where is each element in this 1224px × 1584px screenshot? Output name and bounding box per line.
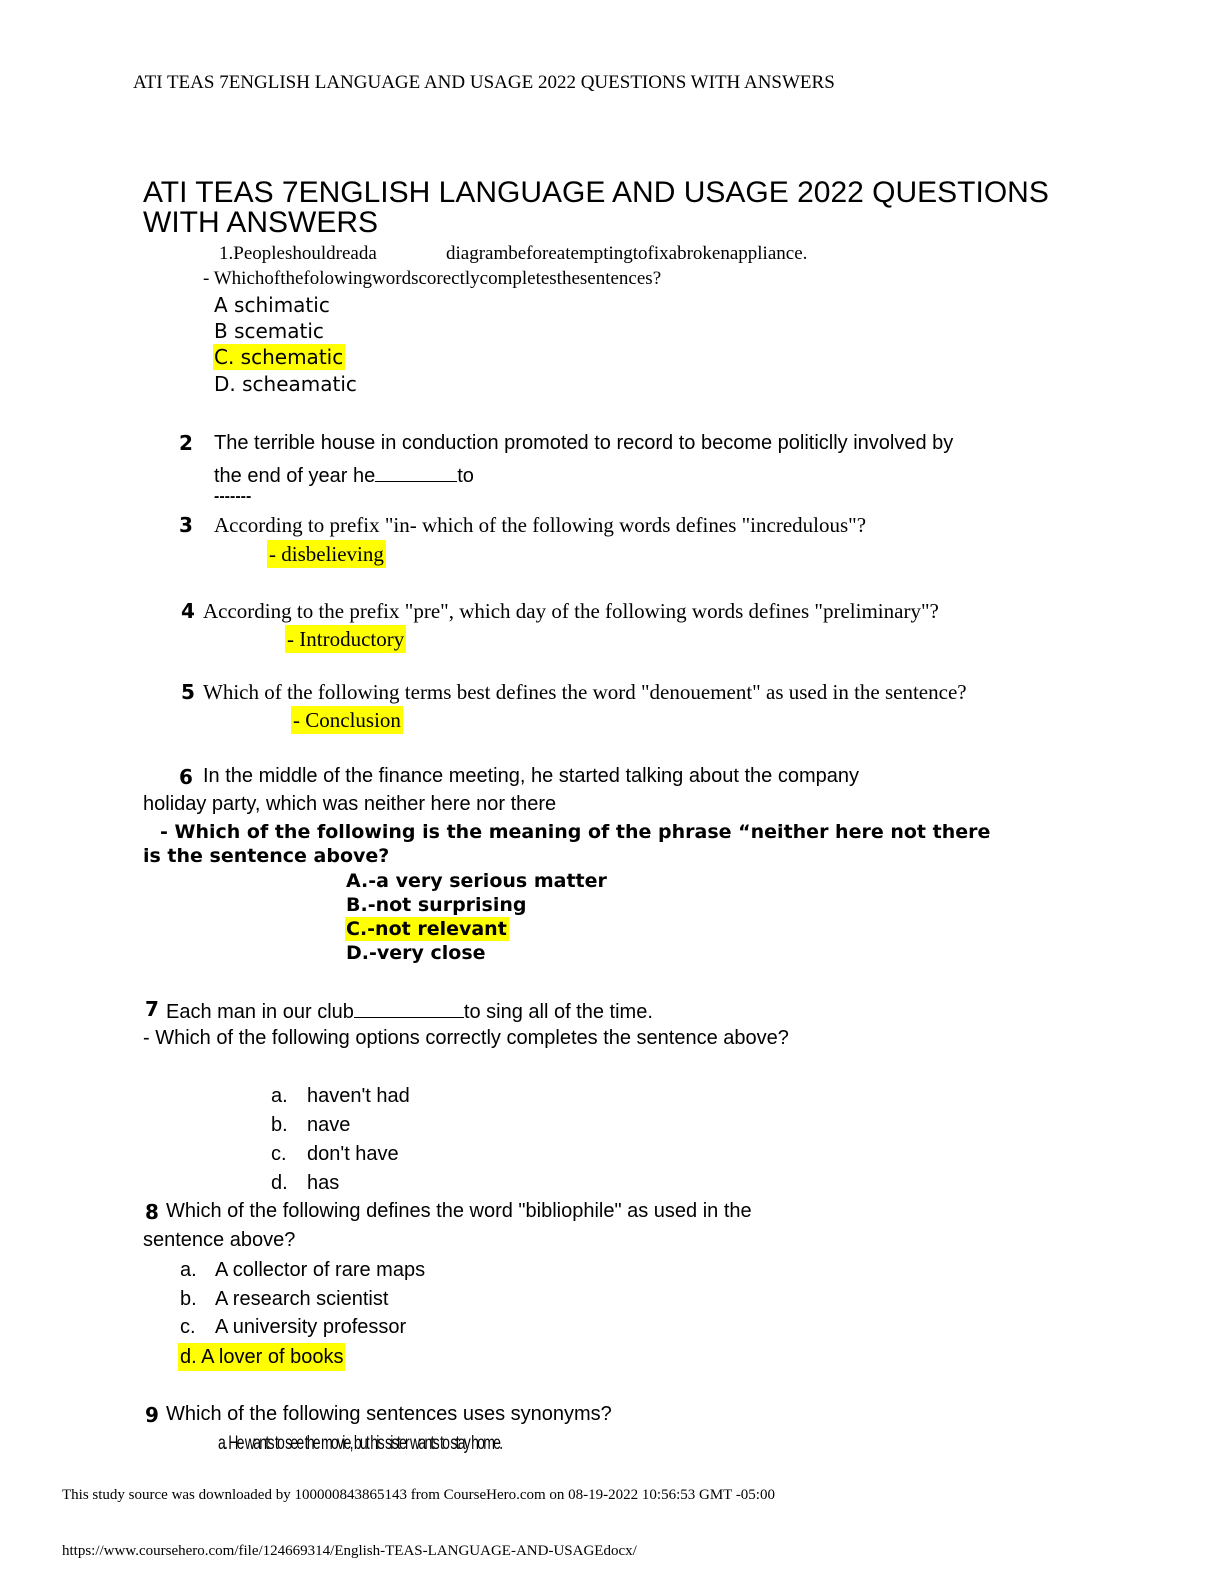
q2-line2 — [214, 461, 474, 488]
q2-line1: The terrible house in conduction promoted to record to become politiclly involved by — [214, 432, 954, 454]
q2-line3: ------- — [214, 488, 252, 505]
q2-number: 2 — [179, 431, 193, 455]
q2-blank — [375, 461, 457, 482]
q7-option-b-text: nave — [307, 1114, 351, 1136]
q8-option-c-text: A university professor — [215, 1316, 407, 1338]
q1-text-a: 1.Peopleshouldreada — [219, 243, 377, 264]
page-header: ATI TEAS 7ENGLISH LANGUAGE AND USAGE 2022 QUESTIONS WITH ANSWERS — [133, 72, 835, 93]
q2-line2-end: to — [457, 465, 474, 487]
q9-text: Which of the following sentences uses synonyms? — [166, 1403, 612, 1425]
q4-answer: - Introductory — [287, 627, 405, 651]
q4-number: 4 — [181, 599, 195, 623]
q1-option-c-answer: C. schematic — [214, 345, 344, 369]
q3-number: 3 — [179, 513, 193, 537]
q8-answer: d. A lover of books — [178, 1343, 345, 1371]
footer-source-note: This study source was downloaded by 100000843865143 from CourseHero.com on 08-19-2022 10:56:53 GMT -05:00 — [62, 1487, 775, 1503]
q6-option-a: A.-a very serious matter — [346, 870, 607, 892]
q7-line1 — [166, 997, 653, 1024]
q3-answer: - disbelieving — [269, 542, 384, 566]
q8-line1: Which of the following defines the word "bibliophile" as used in the — [166, 1200, 752, 1222]
q5-text: Which of the following terms best defines the word "denouement" as used in the sentence? — [203, 680, 967, 704]
q9-option-a: a. He wants to see the movie, but his sister wants to stay home. — [218, 1433, 502, 1454]
q7-number: 7 — [145, 997, 159, 1021]
q8-option-a-letter: a. — [180, 1259, 197, 1281]
q6-option-b: B.-not surprising — [346, 894, 527, 916]
q6-option-d: D.-very close — [346, 942, 486, 964]
q6-line1: In the middle of the finance meeting, he started talking about the company — [203, 765, 859, 787]
q5-answer: - Conclusion — [293, 708, 401, 732]
q1-option-a: A schimatic — [214, 293, 330, 317]
q8-option-a-text: A collector of rare maps — [215, 1259, 426, 1281]
q7-prompt: - Which of the following options correctly completes the sentence above? — [143, 1027, 789, 1049]
q7-line1-start: Each man in our club — [166, 1001, 354, 1023]
q1-prompt: - Whichofthefolowingwordscorectlycompletesthesentences? — [203, 268, 662, 289]
q3-text: According to prefix "in- which of the following words defines "incredulous"? — [214, 513, 867, 537]
q7-option-c-letter: c. — [271, 1143, 287, 1165]
q8-line2: sentence above? — [143, 1229, 296, 1251]
q7-option-d-text: has — [307, 1172, 340, 1194]
q4-text: According to the prefix "pre", which day of the following words defines "preliminary"? — [203, 599, 939, 623]
q8-number: 8 — [145, 1200, 159, 1224]
q8-option-b-text: A research scientist — [215, 1288, 389, 1310]
q6-prompt-line1: - Which of the following is the meaning of the phrase “neither here not there — [160, 821, 991, 843]
q6-line2: holiday party, which was neither here nor there — [143, 793, 557, 815]
q7-option-c-text: don't have — [307, 1143, 399, 1165]
q7-blank — [354, 997, 464, 1018]
q7-option-a-letter: a. — [271, 1085, 288, 1107]
q1-option-d: D. scheamatic — [214, 372, 357, 396]
document-title-line1: ATI TEAS 7ENGLISH LANGUAGE AND USAGE 2022 QUESTIONS — [143, 176, 1049, 209]
q7-line1-end: to sing all of the time. — [463, 1001, 653, 1023]
q7-option-b-letter: b. — [271, 1114, 288, 1136]
q6-option-c-answer: C.-not relevant — [346, 918, 507, 940]
q6-prompt-line2: is the sentence above? — [143, 845, 390, 867]
q5-number: 5 — [181, 680, 195, 704]
q2-line2-start: the end of year he — [214, 465, 376, 487]
q7-option-d-letter: d. — [271, 1172, 288, 1194]
document-title-line2: WITH ANSWERS — [143, 206, 379, 239]
q8-option-c-letter: c. — [180, 1316, 196, 1338]
q7-option-a-text: haven't had — [307, 1085, 410, 1107]
q6-number: 6 — [179, 765, 193, 789]
footer-url[interactable]: https://www.coursehero.com/file/124669314/English-TEAS-LANGUAGE-AND-USAGEdocx/ — [62, 1543, 637, 1559]
q1-text-b: diagrambeforeatemptingtofixabrokenappliance. — [446, 243, 808, 264]
q8-option-b-letter: b. — [180, 1288, 197, 1310]
q1-option-b: B scematic — [214, 319, 324, 343]
q9-number: 9 — [145, 1403, 159, 1427]
